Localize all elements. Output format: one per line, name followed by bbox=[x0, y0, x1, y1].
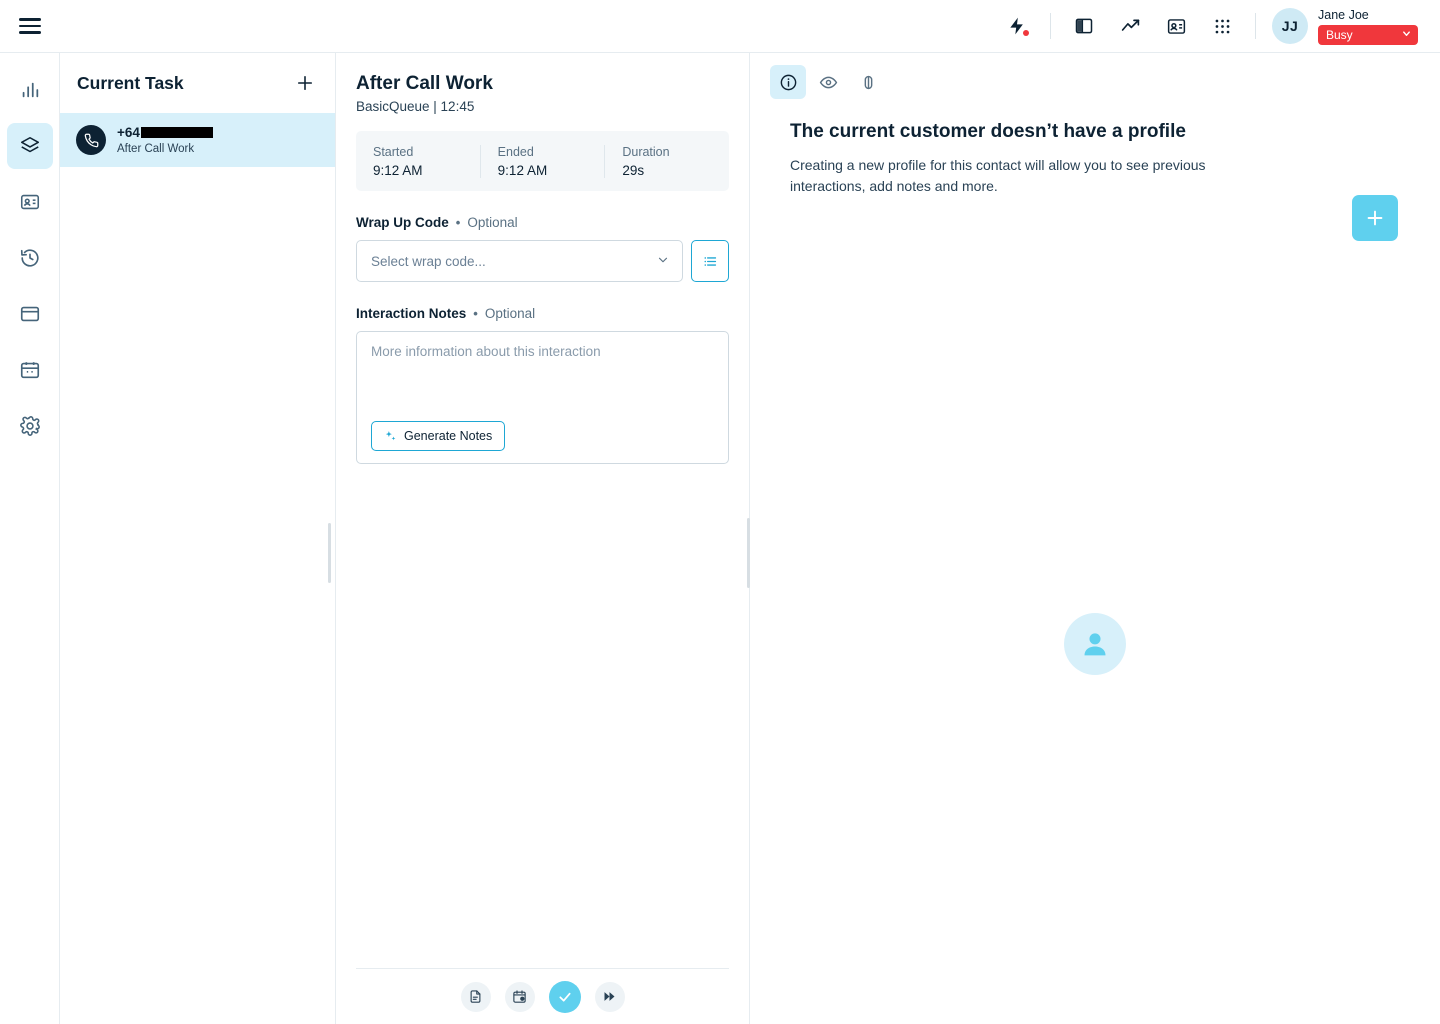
generate-notes-button[interactable] bbox=[371, 421, 505, 451]
skip-forward-button[interactable] bbox=[595, 982, 625, 1012]
interaction-scroll-area bbox=[336, 53, 749, 968]
task-number-prefix: +64 bbox=[117, 125, 140, 140]
avatar: JJ bbox=[1272, 8, 1308, 44]
stat-ended-label: Ended bbox=[497, 144, 534, 159]
sidebar-item-workspace[interactable] bbox=[7, 123, 53, 169]
wrap-code-select[interactable] bbox=[356, 240, 683, 282]
notification-dot bbox=[1023, 30, 1029, 36]
sidebar-item-contacts[interactable] bbox=[7, 179, 53, 225]
top-bar bbox=[0, 0, 1440, 53]
sidebar-item-calendar[interactable] bbox=[7, 347, 53, 393]
stat-started-label: Started bbox=[373, 144, 414, 159]
left-rail bbox=[0, 53, 60, 1024]
topbar-icons bbox=[994, 0, 1440, 52]
user-block[interactable] bbox=[1266, 8, 1434, 45]
generate-notes-label: Generate Notes bbox=[404, 429, 493, 443]
task-number bbox=[117, 125, 213, 140]
panel-layout-icon[interactable] bbox=[1061, 0, 1107, 52]
user-name: Jane Joe bbox=[1318, 7, 1369, 22]
phone-handset-icon bbox=[76, 125, 106, 155]
notes-optional: Optional bbox=[484, 306, 536, 321]
interaction-stats bbox=[356, 131, 729, 191]
interaction-subtitle: BasicQueue | 12:45 bbox=[356, 99, 475, 114]
wrap-up-optional: Optional bbox=[467, 215, 518, 230]
stat-duration-value: 29s bbox=[622, 162, 645, 178]
add-task-button[interactable] bbox=[291, 69, 319, 97]
sidebar-item-history[interactable] bbox=[7, 235, 53, 281]
wrap-up-row bbox=[356, 240, 729, 282]
wrap-code-placeholder: Select wrap code... bbox=[371, 253, 486, 269]
body bbox=[0, 53, 1440, 1024]
status-badge[interactable] bbox=[1318, 25, 1418, 45]
customer-panel-tabs bbox=[750, 53, 1440, 99]
schedule-callback-button[interactable] bbox=[505, 982, 535, 1012]
stat-ended-value: 9:12 AM bbox=[497, 162, 548, 178]
stat-started bbox=[356, 145, 480, 178]
complete-task-button[interactable] bbox=[549, 981, 581, 1013]
chevron-down-icon bbox=[1401, 28, 1412, 42]
chevron-down-icon bbox=[656, 253, 670, 270]
dialpad-grid-icon[interactable] bbox=[1199, 0, 1245, 52]
current-task-header bbox=[60, 53, 335, 113]
toolbar-divider bbox=[1050, 13, 1051, 39]
interaction-panel bbox=[336, 53, 750, 1024]
stat-started-value: 9:12 AM bbox=[373, 162, 423, 178]
notes-label-text: Interaction Notes bbox=[356, 306, 467, 321]
sparkle-icon bbox=[384, 430, 397, 443]
interaction-footer bbox=[356, 968, 729, 1024]
notes-placeholder: More information about this interaction bbox=[371, 344, 601, 359]
add-profile-button[interactable] bbox=[1352, 195, 1398, 241]
person-icon bbox=[1064, 613, 1126, 675]
sidebar-item-analytics[interactable] bbox=[7, 67, 53, 113]
redacted-number bbox=[141, 127, 213, 138]
tab-info[interactable] bbox=[770, 65, 806, 99]
analytics-line-icon[interactable] bbox=[1107, 0, 1153, 52]
wrap-up-bullet: • bbox=[455, 215, 461, 230]
stat-duration-label: Duration bbox=[622, 144, 670, 159]
user-meta bbox=[1318, 8, 1418, 45]
tab-insights[interactable] bbox=[850, 65, 886, 99]
wrap-up-label bbox=[356, 215, 729, 230]
tab-watch[interactable] bbox=[810, 65, 846, 99]
customer-panel bbox=[750, 53, 1440, 1024]
user-divider bbox=[1255, 13, 1256, 39]
interaction-title: After Call Work bbox=[356, 73, 493, 94]
customer-empty-state bbox=[750, 99, 1440, 197]
interaction-notes-label bbox=[356, 306, 729, 321]
contact-card-icon[interactable] bbox=[1153, 0, 1199, 52]
notes-input[interactable] bbox=[356, 331, 729, 464]
scrollbar-left[interactable] bbox=[328, 523, 331, 583]
stat-duration bbox=[604, 145, 729, 178]
sidebar-item-dashboard[interactable] bbox=[7, 291, 53, 337]
sidebar-item-settings[interactable] bbox=[7, 403, 53, 449]
wrap-code-list-button[interactable] bbox=[691, 240, 729, 282]
notes-document-button[interactable] bbox=[461, 982, 491, 1012]
list-item[interactable] bbox=[60, 113, 335, 167]
page-title: Current Task bbox=[77, 72, 184, 93]
task-text bbox=[117, 125, 213, 155]
customer-empty-title: The current customer doesn’t have a profile bbox=[790, 121, 1186, 142]
wrap-up-label-text: Wrap Up Code bbox=[356, 215, 449, 230]
current-task-panel bbox=[60, 53, 336, 1024]
customer-empty-description: Creating a new profile for this contact will allow you to see previous interactions, add notes and more. bbox=[790, 157, 1206, 194]
lightning-icon[interactable] bbox=[994, 0, 1040, 52]
task-state: After Call Work bbox=[117, 143, 195, 155]
stat-ended bbox=[480, 145, 605, 178]
hamburger-icon[interactable] bbox=[0, 0, 60, 52]
notes-bullet: • bbox=[473, 306, 478, 321]
status-label: Busy bbox=[1326, 27, 1353, 42]
